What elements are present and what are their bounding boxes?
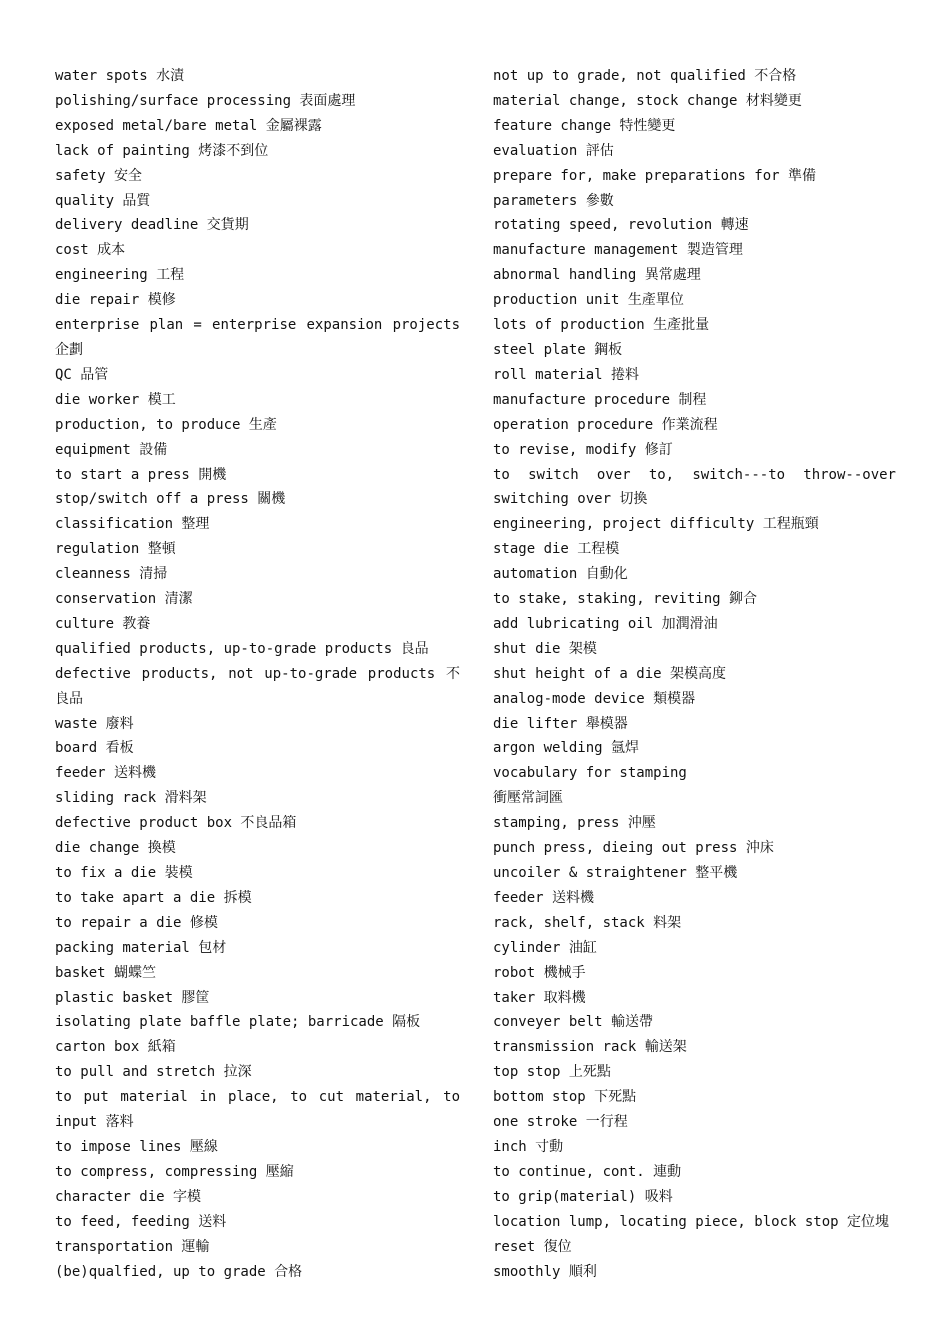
vocabulary-entry: defective products, not up-to-grade products 不良品 [55, 665, 460, 707]
vocabulary-entry: to impose lines 壓線 [55, 1138, 218, 1155]
vocabulary-entry: stage die 工程模 [493, 541, 620, 558]
vocabulary-entry: isolating plate baffle plate; barricade 隔板 [55, 1014, 421, 1031]
vocabulary-entry: production unit 生產單位 [493, 292, 684, 309]
vocabulary-entry: QC 品管 [55, 366, 109, 383]
vocabulary-entry: defective product box 不良品箱 [55, 815, 297, 832]
right-vocabulary-column [493, 64, 896, 1284]
vocabulary-entry: conservation 清潔 [55, 591, 193, 608]
left-vocabulary-column [55, 64, 460, 1284]
vocabulary-entry: punch press, dieing out press 沖床 [493, 840, 774, 857]
vocabulary-entry: bottom stop 下死點 [493, 1089, 637, 1106]
vocabulary-entry: engineering, project difficulty 工程瓶頸 [493, 516, 819, 533]
vocabulary-entry: exposed metal/bare metal 金屬裸露 [55, 117, 322, 134]
vocabulary-entry: vocabulary for stamping [493, 765, 687, 782]
vocabulary-entry: cylinder 油缸 [493, 939, 597, 956]
vocabulary-entry: die change 換模 [55, 840, 176, 857]
vocabulary-entry: one stroke 一行程 [493, 1114, 628, 1131]
vocabulary-entry: water spots 水漬 [55, 68, 185, 84]
vocabulary-entry: engineering 工程 [55, 267, 185, 284]
vocabulary-entry: equipment 設備 [55, 441, 168, 458]
vocabulary-entry: taker 取料機 [493, 989, 586, 1006]
vocabulary-entry: waste 廢料 [55, 715, 134, 732]
vocabulary-entry: polishing/surface processing 表面處理 [55, 92, 356, 109]
vocabulary-entry: regulation 整頓 [55, 541, 176, 558]
vocabulary-entry: abnormal handling 異常處理 [493, 267, 701, 284]
vocabulary-entry: manufacture management 製造管理 [493, 242, 743, 259]
vocabulary-entry: to grip(material) 吸料 [493, 1188, 673, 1205]
vocabulary-entry: culture 教養 [55, 615, 151, 632]
vocabulary-entry: basket 蝴蝶竺 [55, 964, 157, 981]
vocabulary-entry: to repair a die 修模 [55, 914, 218, 931]
vocabulary-entry: plastic basket 膠筐 [55, 989, 210, 1006]
vocabulary-entry: stop/switch off a press 關機 [55, 491, 286, 508]
vocabulary-entry: transmission rack 輸送架 [493, 1039, 687, 1056]
vocabulary-entry: not up to grade, not qualified 不合格 [493, 68, 797, 84]
vocabulary-entry: quality 品質 [55, 192, 151, 209]
vocabulary-entry: enterprise plan = enterprise expansion projects 企劃 [55, 317, 460, 358]
vocabulary-entry: cost 成本 [55, 242, 126, 259]
vocabulary-entry: rack, shelf, stack 料架 [493, 914, 682, 931]
vocabulary-entry: feature change 特性變更 [493, 117, 676, 134]
vocabulary-entry: to stake, staking, reviting 鉚合 [493, 591, 758, 608]
vocabulary-entry: lots of production 生產批量 [493, 317, 710, 334]
vocabulary-entry: 衝壓常詞匯 [493, 790, 563, 807]
vocabulary-entry: qualified products, up-to-grade products 良品 [55, 640, 429, 657]
vocabulary-entry: manufacture procedure 制程 [493, 391, 707, 408]
vocabulary-entry: reset 復位 [493, 1238, 572, 1255]
vocabulary-entry: automation 自動化 [493, 566, 628, 583]
vocabulary-entry: board 看板 [55, 740, 134, 757]
vocabulary-entry: production, to produce 生產 [55, 416, 277, 433]
vocabulary-entry: die repair 模修 [55, 292, 176, 309]
vocabulary-entry: argon welding 氬焊 [493, 740, 640, 757]
vocabulary-entry: safety 安全 [55, 167, 143, 184]
vocabulary-entry: shut height of a die 架模高度 [493, 665, 727, 682]
vocabulary-entry: rotating speed, revolution 轉速 [493, 217, 749, 234]
vocabulary-entry: inch 寸動 [493, 1138, 564, 1155]
vocabulary-entry: delivery deadline 交貨期 [55, 217, 249, 234]
vocabulary-entry: character die 字模 [55, 1188, 202, 1205]
vocabulary-entry: to compress, compressing 壓縮 [55, 1163, 294, 1180]
vocabulary-entry: analog-mode device 類模器 [493, 690, 696, 707]
vocabulary-entry: operation procedure 作業流程 [493, 416, 718, 433]
vocabulary-entry: location lump, locating piece, block stop 定位塊 [493, 1213, 890, 1230]
vocabulary-entry: top stop 上死點 [493, 1064, 611, 1081]
vocabulary-entry: robot 機械手 [493, 964, 586, 981]
vocabulary-entry: cleanness 清掃 [55, 566, 168, 583]
vocabulary-entry: parameters 參數 [493, 192, 614, 209]
vocabulary-entry: to take apart a die 拆模 [55, 889, 252, 906]
vocabulary-entry: add lubricating oil 加潤滑油 [493, 615, 718, 632]
vocabulary-entry: to fix a die 裝模 [55, 865, 193, 881]
vocabulary-entry: die lifter 舉模器 [493, 715, 628, 732]
vocabulary-entry: evaluation 評估 [493, 142, 614, 159]
vocabulary-entry: roll material 捲料 [493, 366, 640, 383]
vocabulary-entry: to switch over to, switch---to throw--over switching over 切換 [493, 466, 896, 508]
vocabulary-entry: sliding rack 滑料架 [55, 790, 207, 807]
vocabulary-entry: feeder 送料機 [55, 765, 157, 782]
vocabulary-entry: to continue, cont. 連動 [493, 1163, 682, 1180]
vocabulary-entry: to pull and stretch 拉深 [55, 1064, 252, 1081]
vocabulary-entry: classification 整理 [55, 516, 210, 533]
vocabulary-entry: shut die 架模 [493, 640, 597, 657]
vocabulary-entry: transportation 運輸 [55, 1238, 210, 1255]
vocabulary-entry: lack of painting 烤漆不到位 [55, 142, 269, 159]
vocabulary-entry: uncoiler & straightener 整平機 [493, 865, 738, 881]
vocabulary-entry: to put material in place, to cut material, to input 落料 [55, 1089, 460, 1131]
vocabulary-entry: steel plate 鋼板 [493, 341, 623, 358]
vocabulary-entry: smoothly 順利 [493, 1263, 597, 1280]
vocabulary-entry: material change, stock change 材料變更 [493, 92, 802, 109]
vocabulary-entry: packing material 包材 [55, 939, 227, 956]
vocabulary-entry: feeder 送料機 [493, 889, 595, 906]
vocabulary-entry: conveyer belt 輸送帶 [493, 1014, 654, 1031]
vocabulary-entry: die worker 模工 [55, 391, 176, 408]
vocabulary-entry: prepare for, make preparations for 準備 [493, 167, 817, 184]
vocabulary-entry: stamping, press 沖壓 [493, 815, 656, 832]
vocabulary-entry: carton box 紙箱 [55, 1039, 176, 1056]
vocabulary-entry: to start a press 開機 [55, 466, 227, 483]
vocabulary-entry: to revise, modify 修訂 [493, 441, 673, 458]
vocabulary-entry: (be)qualfied, up to grade 合格 [55, 1263, 303, 1280]
vocabulary-entry: to feed, feeding 送料 [55, 1213, 227, 1230]
